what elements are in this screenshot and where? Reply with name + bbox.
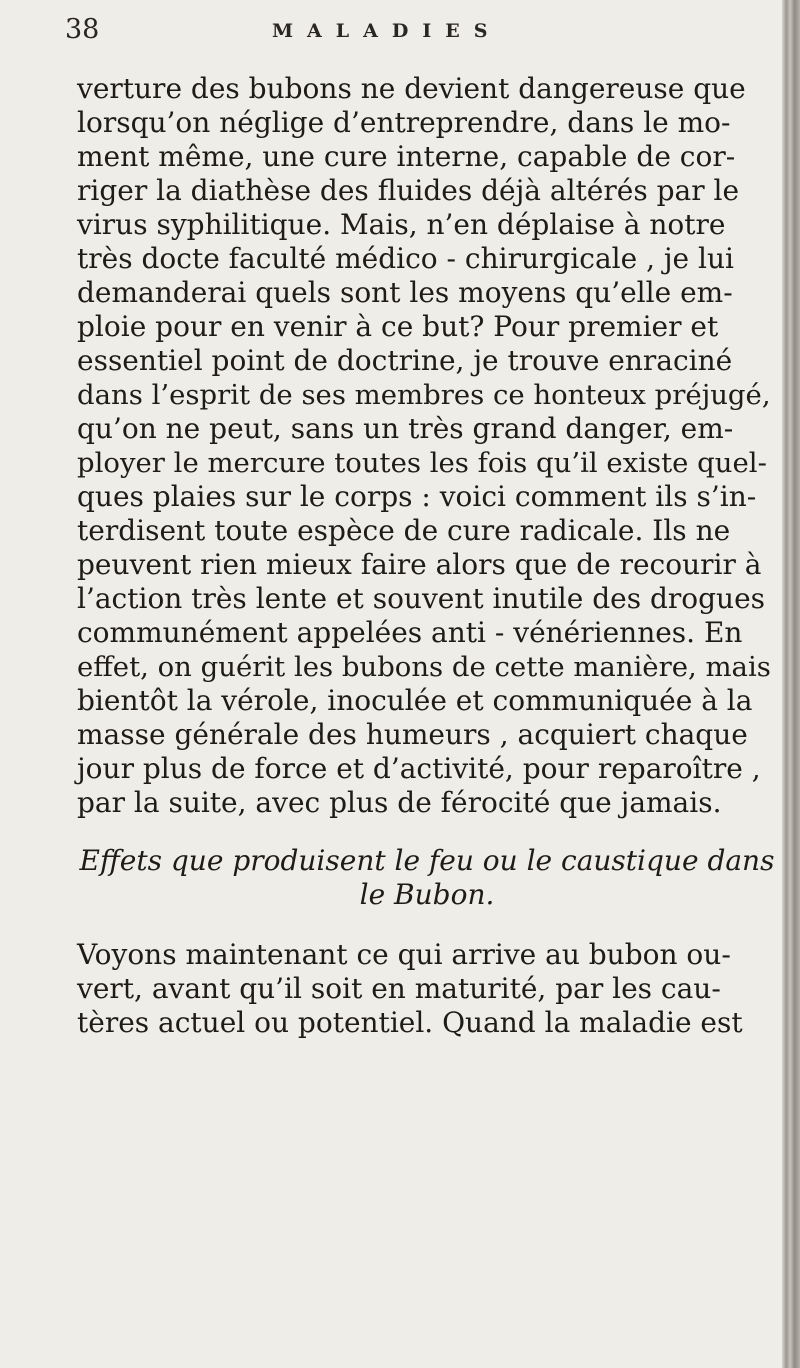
text-line: masse générale des humeurs , acquiert chaque (77, 718, 748, 751)
text-line: ment même, une cure interne, capable de cor- (77, 140, 736, 173)
text-line: virus syphilitique. Mais, n’en déplaise à notre (77, 208, 726, 241)
text-line: par la suite, avec plus de férocité que jamais. (77, 786, 722, 819)
page-number: 38 (65, 14, 100, 45)
text-line: communément appelées anti - vénériennes. En (77, 616, 743, 649)
text-line: ploie pour en venir à ce but? Pour premier et (77, 310, 719, 343)
heading-line: Effets que produisent le feu ou le caustique dans (79, 844, 775, 877)
text-line: vert, avant qu’il soit en maturité, par les cau- (77, 972, 721, 1005)
running-title: MALADIES (272, 20, 502, 42)
text-line: terdisent toute espèce de cure radicale. Ils ne (77, 514, 731, 547)
text-line: verture des bubons ne devient dangereuse que (77, 72, 746, 105)
page-edge-shadow (782, 0, 800, 1368)
text-line: peuvent rien mieux faire alors que de recourir à (77, 548, 762, 581)
paragraph-2 (77, 938, 777, 1040)
text-line: qu’on ne peut, sans un très grand danger, em- (77, 412, 734, 445)
running-head (65, 12, 765, 52)
text-line: essentiel point de doctrine, je trouve enraciné (77, 344, 733, 377)
text-line: bientôt la vérole, inoculée et communiquée à la (77, 684, 753, 717)
text-line: ployer le mercure toutes les fois qu’il existe quel- (77, 447, 767, 479)
text-line: riger la diathèse des fluides déjà altérés par le (77, 174, 740, 207)
text-line: Voyons maintenant ce qui arrive au bubon ou- (77, 938, 731, 971)
text-line: l’action très lente et souvent inutile des drogues (77, 582, 766, 615)
text-line: effet, on guérit les bubons de cette manière, mais (77, 651, 771, 683)
heading-line: le Bubon. (359, 878, 495, 911)
text-line: jour plus de force et d’activité, pour reparoître , (77, 752, 761, 785)
paragraph-1 (77, 72, 777, 820)
text-line: tères actuel ou potentiel. Quand la maladie est (77, 1006, 743, 1039)
section-heading (77, 844, 777, 912)
text-line: très docte faculté médico - chirurgicale , je lui (77, 242, 734, 275)
text-line: lorsqu’on néglige d’entreprendre, dans le mo- (77, 106, 731, 139)
text-line: dans l’esprit de ses membres ce honteux préjugé, (77, 379, 771, 411)
text-line: demanderai quels sont les moyens qu’elle em- (77, 276, 733, 309)
text-line: ques plaies sur le corps : voici comment ils s’in- (77, 480, 757, 513)
